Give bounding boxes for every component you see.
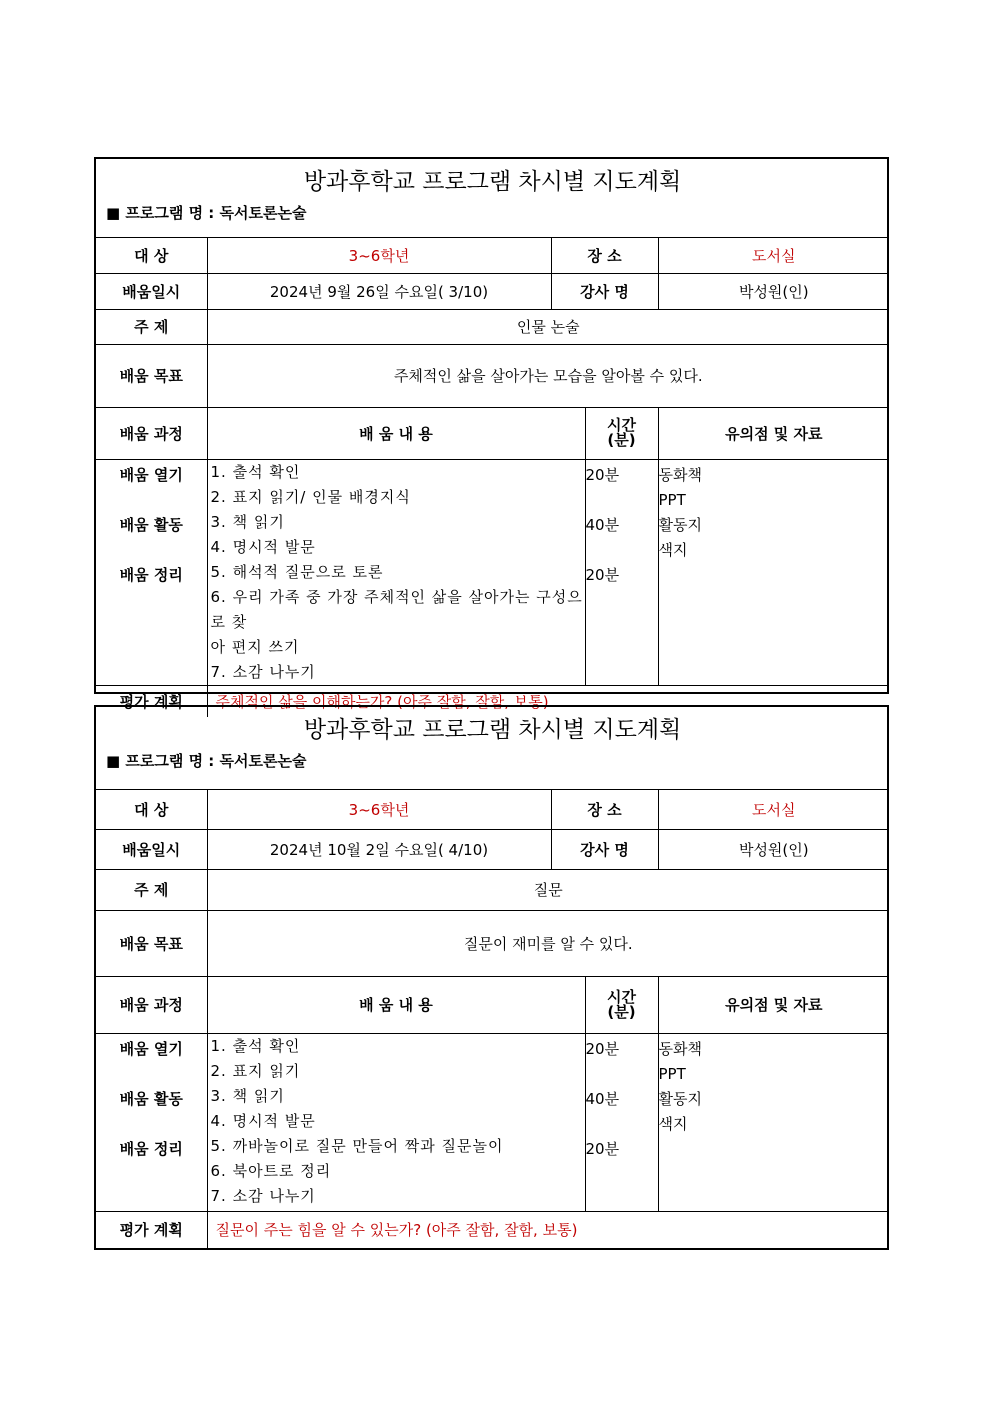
content-line: 7. 소감 나누기 bbox=[210, 1186, 316, 1205]
material-item: PPT bbox=[658, 490, 686, 509]
content-line: 2. 표지 읽기 bbox=[210, 1061, 301, 1080]
time-blank bbox=[586, 1062, 658, 1087]
place-label: 장 소 bbox=[551, 237, 658, 273]
time-cell bbox=[585, 459, 658, 685]
goal-value: 질문이 재미를 알 수 있다. bbox=[207, 910, 889, 976]
materials-label: 유의점 및 자료 bbox=[658, 407, 889, 459]
time-blank bbox=[586, 538, 658, 563]
stage-activity: 배움 활동 bbox=[119, 515, 183, 534]
time-cell bbox=[585, 1033, 658, 1211]
stage-cell bbox=[96, 1033, 207, 1211]
stage-activity: 배움 활동 bbox=[119, 1089, 183, 1108]
process-label: 배움 과정 bbox=[96, 407, 207, 459]
lesson-plan-1 bbox=[94, 157, 889, 711]
material-item: PPT bbox=[658, 1064, 686, 1083]
content-line: 4. 명시적 발문 bbox=[210, 1111, 316, 1130]
time-closing: 20분 bbox=[585, 1139, 620, 1158]
date-label: 배움일시 bbox=[96, 829, 207, 869]
material-item: 활동지 bbox=[658, 515, 702, 534]
content-label: 배 움 내 용 bbox=[207, 976, 585, 1033]
header-cell bbox=[96, 159, 889, 237]
materials-cell bbox=[658, 1033, 889, 1211]
content-line: 3. 책 읽기 bbox=[210, 512, 285, 531]
time-closing: 20분 bbox=[585, 565, 620, 584]
target-value: 3~6학년 bbox=[207, 789, 551, 829]
content-line: 5. 까바놀이로 질문 만들어 짝과 질문놀이 bbox=[210, 1136, 504, 1155]
content-line: 2. 표지 읽기/ 인물 배경지식 bbox=[210, 487, 411, 506]
material-item: 동화책 bbox=[658, 465, 702, 484]
stage-closing: 배움 정리 bbox=[119, 565, 183, 584]
place-value: 도서실 bbox=[658, 789, 889, 829]
stage-opening: 배움 열기 bbox=[119, 1039, 183, 1058]
time-activity: 40분 bbox=[585, 515, 620, 534]
evaluation-label: 평가 계획 bbox=[96, 1211, 207, 1248]
place-label: 장 소 bbox=[551, 789, 658, 829]
process-label: 배움 과정 bbox=[96, 976, 207, 1033]
header-cell bbox=[96, 707, 889, 789]
time-label: 시간 (분) bbox=[585, 976, 658, 1033]
stage-blank bbox=[96, 488, 207, 513]
content-cell bbox=[207, 459, 585, 685]
content-line: 5. 해석적 질문으로 토론 bbox=[210, 562, 384, 581]
teacher-value: 박성원(인) bbox=[658, 829, 889, 869]
evaluation-value: 주체적인 삶을 이해하는가? (아주 잘함, 잘함, 보통) bbox=[207, 685, 889, 717]
materials-label: 유의점 및 자료 bbox=[658, 976, 889, 1033]
teacher-label: 강사 명 bbox=[551, 829, 658, 869]
content-line: 1. 출석 확인 bbox=[210, 1036, 301, 1055]
topic-label: 주 제 bbox=[96, 309, 207, 344]
target-label: 대 상 bbox=[96, 237, 207, 273]
material-item: 색지 bbox=[658, 540, 688, 559]
goal-label: 배움 목표 bbox=[96, 344, 207, 407]
content-line: 6. 우리 가족 중 가장 주체적인 삶을 살아가는 구성으로 찾 bbox=[210, 587, 583, 631]
content-cell bbox=[207, 1033, 585, 1211]
content-line: 7. 소감 나누기 bbox=[210, 662, 316, 681]
stage-closing: 배움 정리 bbox=[119, 1139, 183, 1158]
teacher-value: 박성원(인) bbox=[658, 273, 889, 309]
stage-opening: 배움 열기 bbox=[119, 465, 183, 484]
evaluation-label: 평가 계획 bbox=[96, 685, 207, 717]
time-blank bbox=[586, 1112, 658, 1137]
material-item: 활동지 bbox=[658, 1089, 702, 1108]
topic-label: 주 제 bbox=[96, 869, 207, 910]
date-label: 배움일시 bbox=[96, 273, 207, 309]
stage-blank bbox=[96, 1112, 207, 1137]
content-label: 배 움 내 용 bbox=[207, 407, 585, 459]
time-label: 시간 (분) bbox=[585, 407, 658, 459]
date-value: 2024년 9월 26일 수요일( 3/10) bbox=[207, 273, 551, 309]
stage-blank bbox=[96, 538, 207, 563]
time-opening: 20분 bbox=[585, 465, 620, 484]
materials-cell bbox=[658, 459, 889, 685]
content-line: 아 편지 쓰기 bbox=[210, 637, 300, 656]
plan-title: 방과후학교 프로그램 차시별 지도계획 bbox=[303, 717, 682, 743]
program-name: ■ 프로그램 명 : 독서토론논술 bbox=[106, 204, 307, 222]
lesson-plan-table bbox=[96, 159, 889, 717]
content-line: 6. 북아트로 정리 bbox=[210, 1161, 332, 1180]
time-blank bbox=[586, 488, 658, 513]
time-opening: 20분 bbox=[585, 1039, 620, 1058]
lesson-plan-table bbox=[96, 707, 889, 1248]
place-value: 도서실 bbox=[658, 237, 889, 273]
topic-value: 질문 bbox=[207, 869, 889, 910]
material-item: 동화책 bbox=[658, 1039, 702, 1058]
teacher-label: 강사 명 bbox=[551, 273, 658, 309]
date-value: 2024년 10월 2일 수요일( 4/10) bbox=[207, 829, 551, 869]
material-item: 색지 bbox=[658, 1114, 688, 1133]
stage-blank bbox=[96, 1062, 207, 1087]
content-line: 4. 명시적 발문 bbox=[210, 537, 316, 556]
lesson-plan-2 bbox=[94, 705, 889, 1250]
evaluation-value: 질문이 주는 힘을 알 수 있는가? (아주 잘함, 잘함, 보통) bbox=[207, 1211, 889, 1248]
time-activity: 40분 bbox=[585, 1089, 620, 1108]
goal-label: 배움 목표 bbox=[96, 910, 207, 976]
program-name: ■ 프로그램 명 : 독서토론논술 bbox=[106, 752, 307, 770]
target-value: 3~6학년 bbox=[207, 237, 551, 273]
plan-title: 방과후학교 프로그램 차시별 지도계획 bbox=[303, 169, 682, 195]
stage-cell bbox=[96, 459, 207, 685]
goal-value: 주체적인 삶을 살아가는 모습을 알아볼 수 있다. bbox=[207, 344, 889, 407]
target-label: 대 상 bbox=[96, 789, 207, 829]
content-line: 3. 책 읽기 bbox=[210, 1086, 285, 1105]
content-line: 1. 출석 확인 bbox=[210, 462, 301, 481]
topic-value: 인물 논술 bbox=[207, 309, 889, 344]
